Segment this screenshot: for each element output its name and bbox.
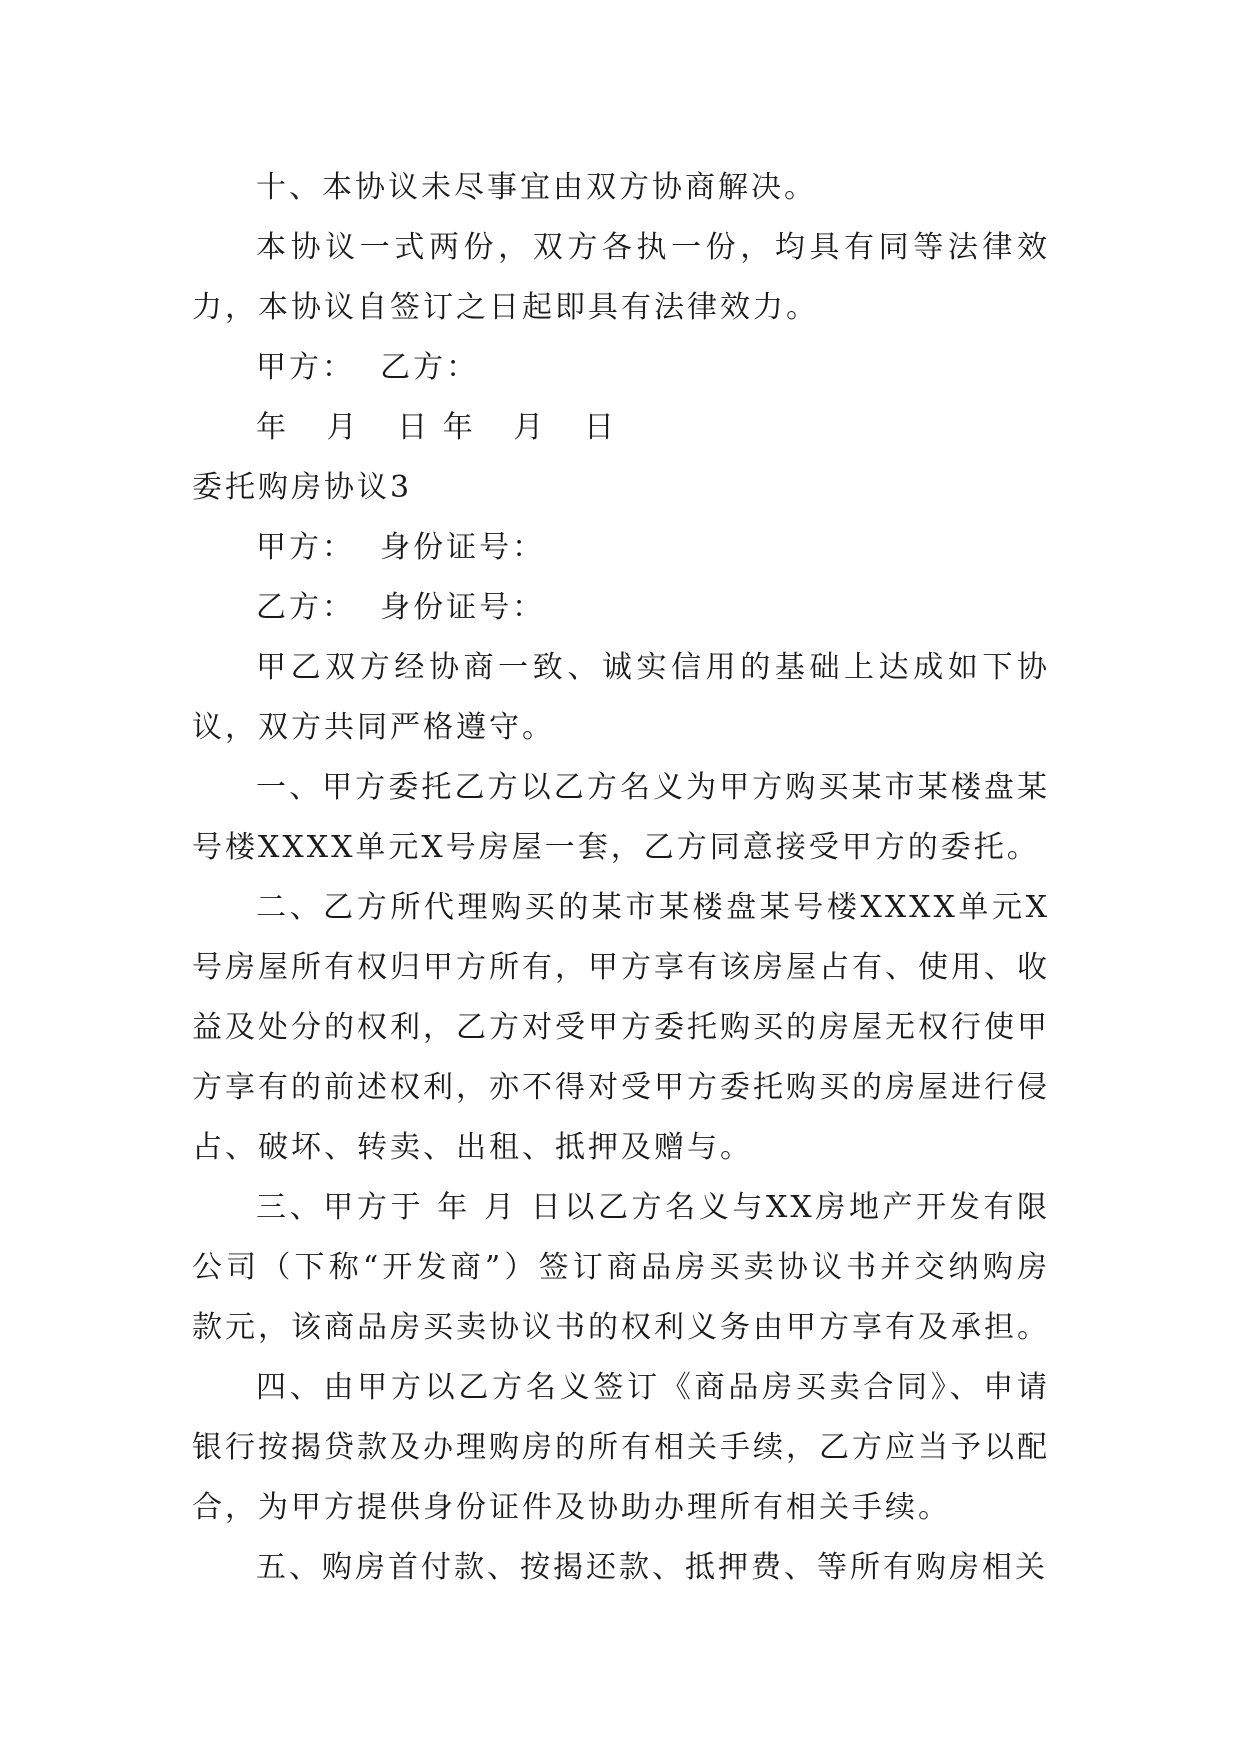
clause-four: 四、由甲方以乙方名义签订《商品房买卖合同》、申请银行按揭贷款及办理购房的所有相关手续，乙方应当予以配合，为甲方提供身份证件及协助办理所有相关手续。 [192, 1370, 1050, 1525]
intro-paragraph: 甲乙双方经协商一致、诚实信用的基础上达成如下协议，双方共同严格遵守。 [192, 650, 1050, 745]
clause-one: 一、甲方委托乙方以乙方名义为甲方购买某市某楼盘某号楼XXXX单元X号房屋一套，乙方同意接受甲方的委托。 [192, 770, 1050, 865]
clause-ten: 十、本协议未尽事宜由双方协商解决。 [256, 170, 817, 205]
party-a-line: 甲方： 身份证号： [256, 530, 546, 565]
party-b-line: 乙方： 身份证号： [256, 590, 546, 625]
clause-five: 五、购房首付款、按揭还款、抵押费、等所有购房相关 [256, 1550, 1048, 1585]
clause-three: 三、甲方于 年 月 日以乙方名义与XX房地产开发有限公司（下称“开发商”）签订商品房买卖协议书并交纳购房款元，该商品房买卖协议书的权利义务由甲方享有及承担。 [192, 1190, 1050, 1345]
copies-clause: 本协议一式两份，双方各执一份，均具有同等法律效力，本协议自签订之日起即具有法律效力。 [192, 230, 1050, 325]
document-body [192, 158, 1050, 1598]
section-title: 委托购房协议3 [192, 470, 413, 505]
signature-parties: 甲方： 乙方： [256, 350, 480, 385]
signature-dates: 年 月 日 年 月 日 [256, 410, 617, 445]
clause-two: 二、乙方所代理购买的某市某楼盘某号楼XXXX单元X号房屋所有权归甲方所有，甲方享有该房屋占有、使用、收益及处分的权利，乙方对受甲方委托购买的房屋无权行使甲方享有的前述权利，亦不得对受甲方委托购买的房屋进行侵占、破坏、转卖、出租、抵押及赠与。 [192, 890, 1050, 1165]
